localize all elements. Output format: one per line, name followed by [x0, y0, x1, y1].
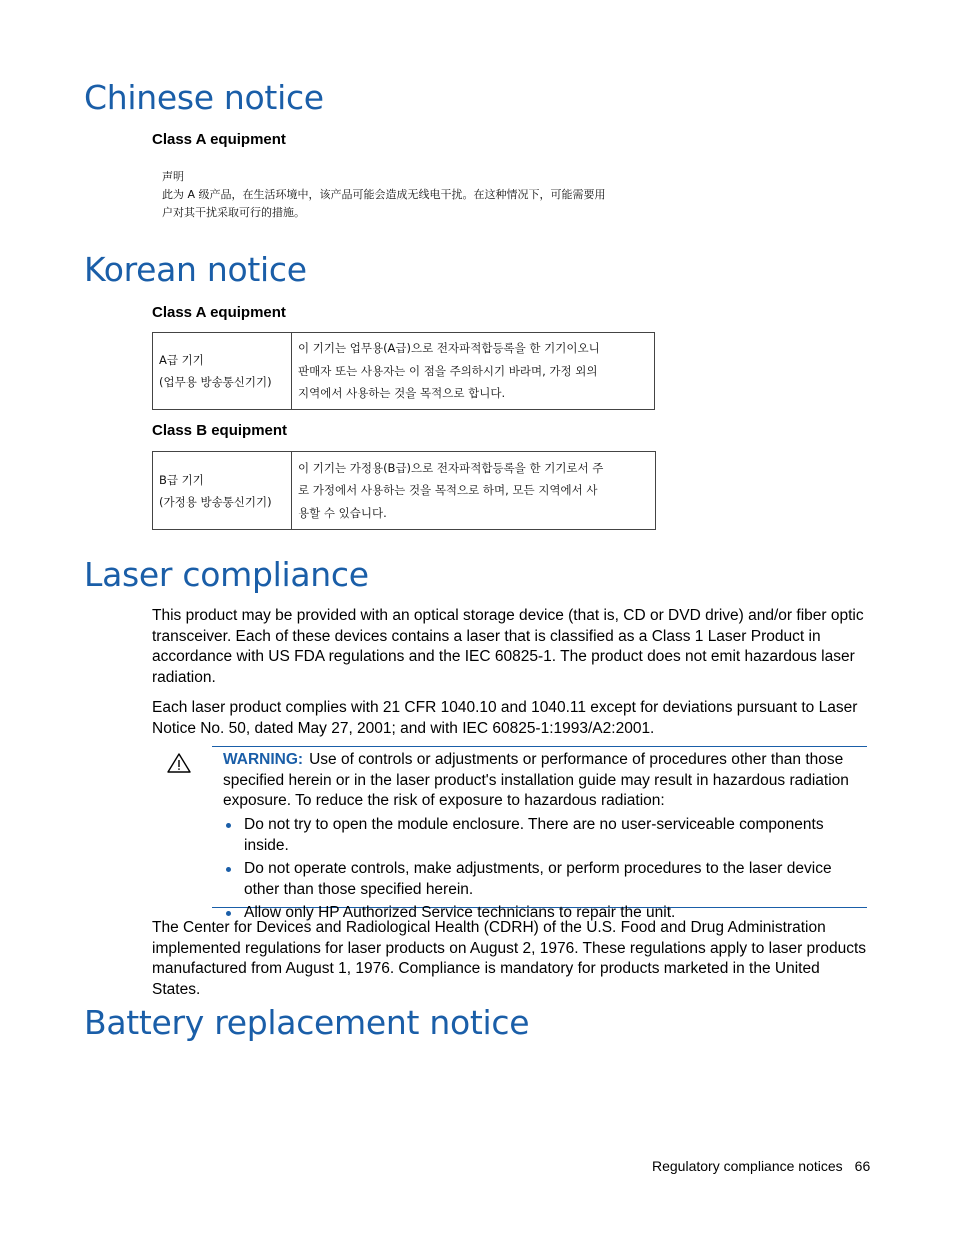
- class-a-label-cell: [153, 333, 292, 410]
- chinese-class-a-label: Class A equipment: [152, 131, 286, 148]
- warning-text: [223, 750, 863, 812]
- chinese-notice-line: 户对其干扰采取可行的措施。: [162, 206, 305, 219]
- page-footer: [652, 1158, 870, 1174]
- bullet-text: Do not operate controls, make adjustments, or perform procedures to the laser device other than those specified herein.: [244, 860, 832, 898]
- bullet-icon: [226, 867, 231, 872]
- bullet-text: Do not try to open the module enclosure. There are no user-serviceable components inside.: [244, 816, 824, 854]
- korean-class-b-table: [152, 451, 656, 530]
- class-b-text-line: 용할 수 있습니다.: [298, 505, 387, 520]
- class-b-label-line: (가정용 방송통신기기): [159, 494, 272, 509]
- class-a-text-line: 이 기기는 업무용(A급)으로 전자파적합등록을 한 기기이오니: [298, 341, 600, 356]
- chinese-notice-line: 此为 A 级产品，在生活环境中，该产品可能会造成无线电干扰。在这种情况下，可能需要用: [162, 188, 606, 201]
- footer-section-title: Regulatory compliance notices: [652, 1158, 843, 1174]
- list-item: [223, 815, 863, 856]
- korean-notice-heading: Korean notice: [84, 250, 307, 289]
- class-b-text-line: 이 기기는 가정용(B급)으로 전자파적합등록을 한 기기로서 주: [298, 460, 604, 475]
- bullet-text: Allow only HP Authorized Service technicians to repair the unit.: [244, 904, 676, 921]
- chinese-notice-text: [162, 168, 652, 222]
- laser-paragraph-1: This product may be provided with an optical storage device (that is, CD or DVD drive) and/or fiber optic transceiver. Each of these devices contains a laser that is classified as a Class 1 Laser Product in accordance with US FDA regulations and the IEC 60825-1. The product does not emit hazardous laser radiation.: [152, 607, 864, 686]
- korean-class-a-table: [152, 332, 655, 410]
- warning-bullet-list: [223, 815, 863, 927]
- korean-class-b-label: Class B equipment: [152, 422, 288, 439]
- laser-paragraph-2: Each laser product complies with 21 CFR 1040.10 and 1040.11 except for deviations pursuant to Laser Notice No. 50, dated May 27, 2001; and with IEC 60825-1:1993/A2:2001.: [152, 699, 858, 737]
- laser-compliance-heading: Laser compliance: [84, 555, 369, 594]
- chinese-notice-heading: Chinese notice: [84, 78, 324, 117]
- warning-label: WARNING:: [223, 751, 304, 768]
- laser-paragraph-3: The Center for Devices and Radiological Health (CDRH) of the U.S. Food and Drug Administration implemented regulations for laser products on August 2, 1976. These regulations apply to laser products manufactured from August 1, 1976. Compliance is mandatory for products marketed in the United States.: [152, 919, 866, 998]
- class-b-label-line: B급 기기: [159, 472, 204, 487]
- class-a-text-line: 지역에서 사용하는 것을 목적으로 합니다.: [298, 386, 506, 401]
- battery-notice-heading: Battery replacement notice: [84, 1003, 530, 1042]
- chinese-notice-line: 声明: [162, 170, 184, 183]
- warning-triangle-icon: [166, 752, 192, 774]
- class-b-text-line: 로 가정에서 사용하는 것을 목적으로 하며, 모든 지역에서 사: [298, 483, 598, 498]
- bullet-icon: [226, 823, 231, 828]
- bullet-icon: [226, 911, 231, 916]
- class-a-label-line: A급 기기: [159, 353, 204, 367]
- class-b-text-cell: [292, 452, 656, 530]
- warning-body: Use of controls or adjustments or performance of procedures other than those specified herein or in the laser product's installation guide may result in hazardous radiation exposure. To reduce the risk of exposure to hazardous radiation:: [223, 751, 849, 809]
- class-a-label-line: (업무용 방송통신기기): [159, 375, 272, 389]
- class-b-label-cell: [153, 452, 292, 530]
- class-a-text-cell: [292, 333, 655, 410]
- list-item: [223, 859, 863, 900]
- class-a-text-line: 판매자 또는 사용자는 이 점을 주의하시기 바라며, 가정 외의: [298, 363, 598, 378]
- page-number: 66: [854, 1158, 871, 1174]
- korean-class-a-label: Class A equipment: [152, 304, 286, 321]
